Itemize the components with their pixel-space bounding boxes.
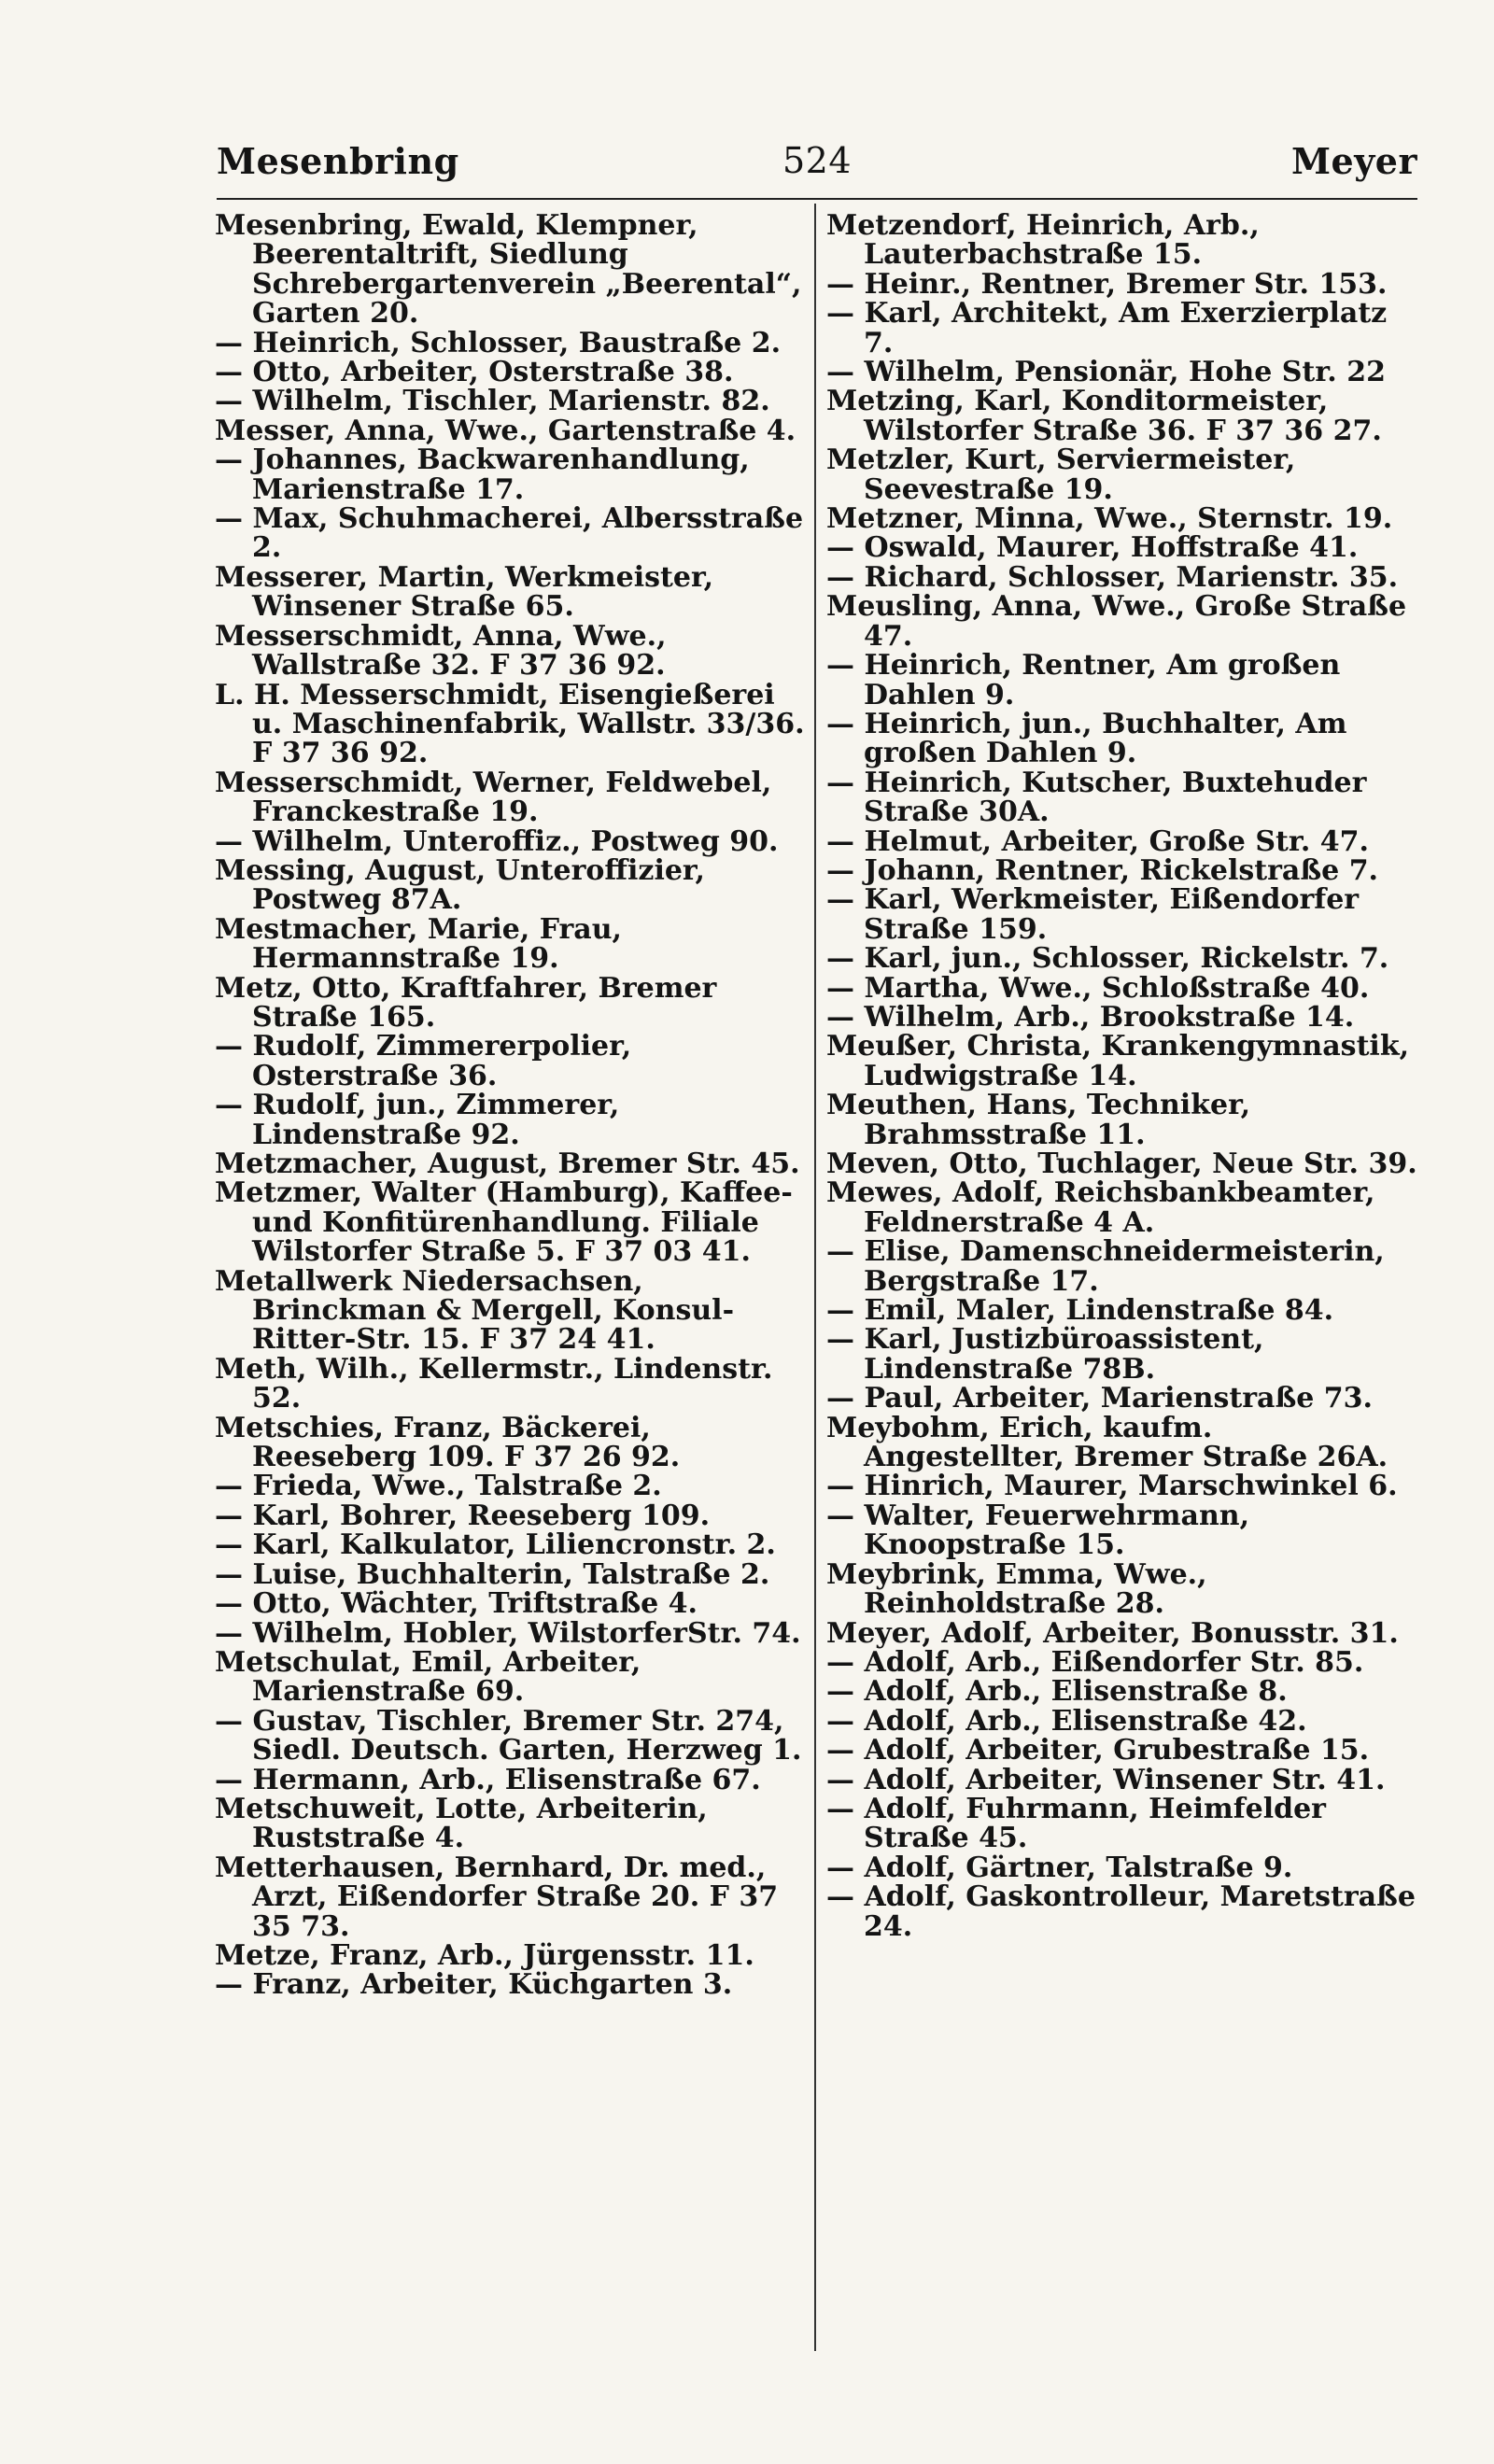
directory-entry: — Adolf, Arbeiter, Winsener Str. 41.: [826, 1763, 1386, 1796]
directory-entry: Meyer, Adolf, Arbeiter, Bonusstr. 31.: [826, 1616, 1399, 1650]
directory-entry: — Karl, jun., Schlosser, Rickelstr. 7.: [826, 942, 1389, 976]
directory-entry: — Hermann, Arb., Elisenstraße 67.: [215, 1763, 761, 1796]
header-rule: [217, 198, 1417, 200]
directory-entry: Messerschmidt, Werner, Feldwebel, Franckestraße 19.: [215, 766, 782, 829]
directory-entry: — Adolf, Arb., Elisenstraße 42.: [826, 1704, 1307, 1738]
directory-entry: — Heinrich, Schlosser, Baustraße 2.: [215, 326, 782, 359]
directory-entry: — Wilhelm, Hobler, WilstorferStr. 74.: [215, 1616, 801, 1650]
directory-entry: — Adolf, Fuhrmann, Heimfelder Straße 45.: [826, 1792, 1336, 1855]
directory-entry: — Helmut, Arbeiter, Große Str. 47.: [826, 824, 1369, 858]
directory-entry: — Walter, Feuerwehrmann, Knoopstraße 15.: [826, 1499, 1260, 1562]
directory-entry: L. H. Messerschmidt, Eisengießerei u. Maschinenfabrik, Wallstr. 33/36. F 37 36 92.: [215, 678, 814, 770]
directory-entry: — Heinrich, jun., Buchhalter, Am großen Dahlen 9.: [826, 707, 1357, 770]
directory-entry: — Rudolf, jun., Zimmerer, Lindenstraße 92.: [215, 1089, 629, 1151]
directory-entry: — Elise, Damenschneidermeisterin, Bergstraße 17.: [826, 1235, 1395, 1298]
directory-entry: — Otto, Arbeiter, Osterstraße 38.: [215, 356, 734, 389]
directory-entry: — Max, Schuhmacherei, Albersstraße 2.: [215, 502, 813, 565]
directory-entry: — Hinrich, Maurer, Marschwinkel 6.: [826, 1470, 1398, 1503]
directory-entry: — Wilhelm, Pensionär, Hohe Str. 22: [826, 356, 1386, 389]
directory-entry: — Karl, Justizbüroassistent, Lindenstraße 78B.: [826, 1323, 1274, 1386]
directory-entry: Metallwerk Niedersachsen, Brinckman & Mergell, Konsul-Ritter-Str. 15. F 37 24 41.: [215, 1264, 735, 1357]
directory-entry: Mewes, Adolf, Reichsbankbeamter, Feldnerstraße 4 A.: [826, 1176, 1385, 1239]
directory-entry: — Emil, Maler, Lindenstraße 84.: [826, 1294, 1334, 1328]
directory-entry: — Oswald, Maurer, Hoffstraße 41.: [826, 531, 1359, 565]
directory-entry: — Wilhelm, Tischler, Marienstr. 82.: [215, 385, 770, 418]
directory-entry: — Karl, Werkmeister, Eißendorfer Straße 159.: [826, 883, 1369, 946]
directory-entry: Meusling, Anna, Wwe., Große Straße 47.: [826, 590, 1416, 653]
page-header: [217, 140, 1417, 196]
directory-entry: Meth, Wilh., Kellermstr., Lindenstr. 52.: [215, 1352, 782, 1415]
directory-entry: Metschuweit, Lotte, Arbeiterin, Ruststraße 4.: [215, 1792, 718, 1855]
directory-entry: Messing, August, Unteroffizier, Postweg 87A.: [215, 853, 715, 917]
directory-entry: Meußer, Christa, Krankengymnastik, Ludwigstraße 14.: [826, 1030, 1419, 1092]
directory-entry: Meybohm, Erich, kaufm. Angestellter, Bremer Straße 26A.: [826, 1411, 1388, 1474]
directory-entry: Metzler, Kurt, Serviermeister, Seevestraße 19.: [826, 444, 1305, 506]
directory-entry: Messerer, Martin, Werkmeister, Winsener Straße 65.: [215, 560, 724, 624]
directory-entry: Metz, Otto, Kraftfahrer, Bremer Straße 165.: [215, 971, 726, 1034]
directory-entry: — Gustav, Tischler, Bremer Str. 274, Siedl. Deutsch. Garten, Herzweg 1.: [215, 1704, 802, 1767]
directory-entry: Meybrink, Emma, Wwe., Reinholdstraße 28.: [826, 1557, 1218, 1621]
directory-entry: — Adolf, Gaskontrolleur, Maretstraße 24.: [826, 1880, 1426, 1943]
directory-entry: — Heinrich, Kutscher, Buxtehuder Straße 30A.: [826, 766, 1376, 829]
running-head-right: Meyer: [1290, 140, 1417, 182]
directory-entry: — Karl, Kalkulator, Liliencronstr. 2.: [215, 1528, 776, 1562]
directory-entry: Messer, Anna, Wwe., Gartenstraße 4.: [215, 414, 796, 447]
left-column: [215, 211, 812, 2000]
directory-entry: — Wilhelm, Arb., Brookstraße 14.: [826, 1000, 1355, 1034]
directory-entry: — Martha, Wwe., Schloßstraße 40.: [826, 971, 1370, 1005]
directory-entry: — Karl, Bohrer, Reeseberg 109.: [215, 1499, 711, 1532]
directory-entry: — Adolf, Arbeiter, Grubestraße 15.: [826, 1734, 1370, 1767]
directory-entry: Metterhausen, Bernhard, Dr. med., Arzt, Eißendorfer Straße 20. F 37 35 73.: [215, 1851, 788, 1943]
directory-entry: Mesenbring, Ewald, Klempner, Beerentaltrift, Siedlung Schrebergartenverein „Beerental“, Garten 20.: [215, 209, 811, 331]
directory-entry: Metzmacher, August, Bremer Str. 45.: [215, 1148, 800, 1180]
directory-entry: Metze, Franz, Arb., Jürgensstr. 11.: [215, 1938, 754, 1972]
directory-entry: — Wilhelm, Unteroffiz., Postweg 90.: [215, 824, 779, 858]
directory-entry: — Luise, Buchhalterin, Talstraße 2.: [215, 1557, 770, 1591]
directory-entry: — Franz, Arbeiter, Küchgarten 3.: [215, 1968, 733, 2002]
directory-entry: Metzendorf, Heinrich, Arb., Lauterbachstraße 15.: [826, 209, 1270, 272]
right-column: [826, 209, 1426, 1943]
directory-entry: — Adolf, Arb., Eißendorfer Str. 85.: [826, 1645, 1364, 1679]
directory-entry: Messerschmidt, Anna, Wwe., Wallstraße 32. F 37 36 92.: [215, 619, 676, 683]
directory-entry: Metzmer, Walter (Hamburg), Kaffee- und Konfitürenhandlung. Filiale Wilstorfer Straße 5. F 37 03 41.: [215, 1176, 803, 1269]
directory-entry: Meven, Otto, Tuchlager, Neue Str. 39.: [826, 1148, 1417, 1180]
directory-entry: Mestmacher, Marie, Frau, Hermannstraße 19.: [215, 912, 632, 976]
running-head-left: Mesenbring: [217, 140, 459, 182]
directory-entry: — Otto, Wächter, Triftstraße 4.: [215, 1587, 698, 1621]
directory-entry: — Heinr., Rentner, Bremer Str. 153.: [826, 267, 1388, 301]
directory-entry: Meuthen, Hans, Techniker, Brahmsstraße 11.: [826, 1089, 1261, 1151]
directory-entry: — Paul, Arbeiter, Marienstraße 73.: [826, 1382, 1373, 1415]
directory-entry: — Adolf, Gärtner, Talstraße 9.: [826, 1851, 1293, 1884]
column-divider: [814, 204, 816, 2351]
directory-entry: — Johannes, Backwarenhandlung, Marienstraße 17.: [215, 444, 760, 506]
directory-entry: Metzner, Minna, Wwe., Sternstr. 19.: [826, 502, 1393, 536]
directory-entry: — Rudolf, Zimmererpolier, Osterstraße 36.: [215, 1030, 641, 1092]
directory-entry: — Karl, Architekt, Am Exerzierplatz 7.: [826, 297, 1397, 359]
directory-entry: — Heinrich, Rentner, Am großen Dahlen 9.: [826, 649, 1350, 711]
page-number: 524: [782, 140, 853, 181]
directory-entry: — Adolf, Arb., Elisenstraße 8.: [826, 1675, 1288, 1709]
directory-entry: Metschulat, Emil, Arbeiter, Marienstraße 69.: [215, 1645, 651, 1709]
directory-entry: — Richard, Schlosser, Marienstr. 35.: [826, 560, 1399, 594]
directory-entry: Metzing, Karl, Konditormeister, Wilstorfer Straße 36. F 37 36 27.: [826, 385, 1382, 447]
directory-entry: — Frieda, Wwe., Talstraße 2.: [215, 1470, 662, 1503]
directory-entry: — Johann, Rentner, Rickelstraße 7.: [826, 853, 1379, 887]
directory-entry: Metschies, Franz, Bäckerei, Reeseberg 109. F 37 26 92.: [215, 1411, 681, 1474]
